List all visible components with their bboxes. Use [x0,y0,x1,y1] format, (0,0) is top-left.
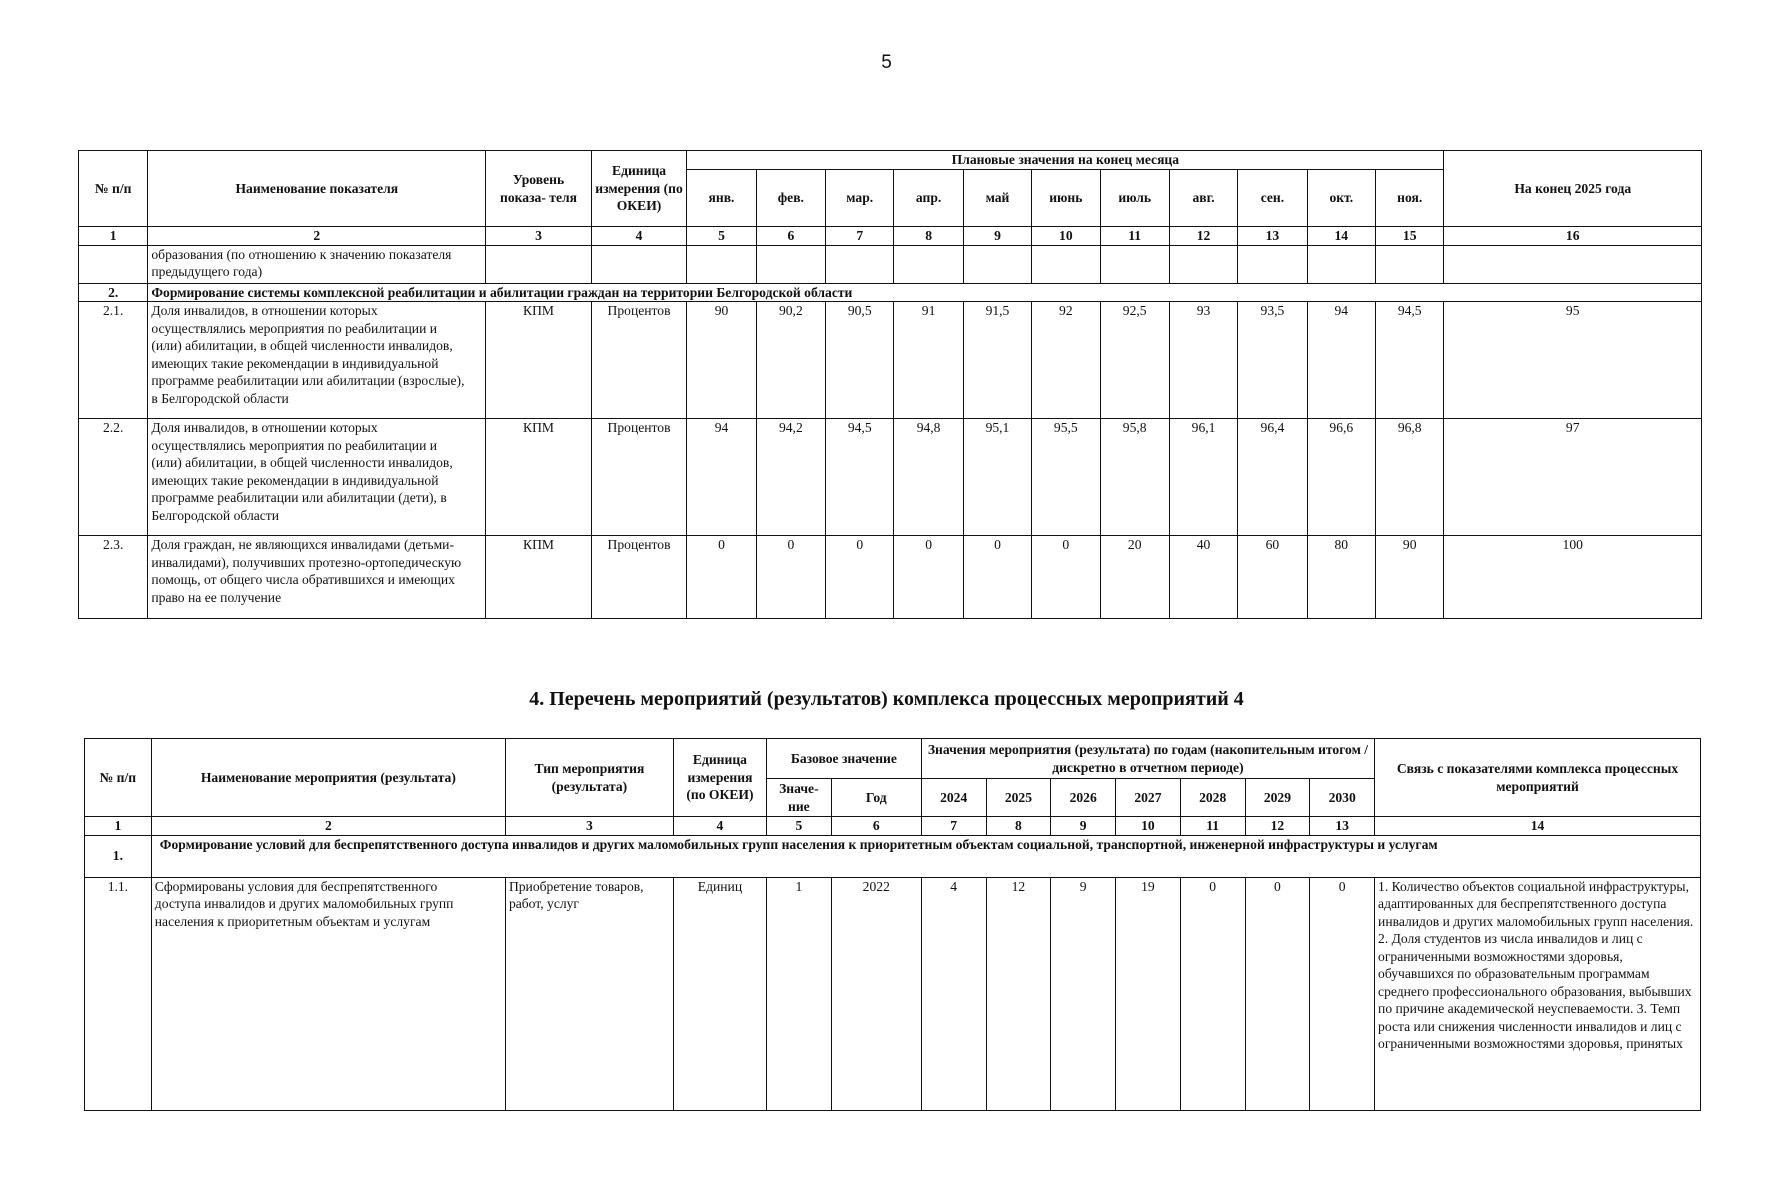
measures-table [84,738,1701,1111]
header-month: ноя. [1375,170,1443,227]
table-row [79,302,1702,419]
year-value: 19 [1116,877,1181,1110]
column-index: 4 [591,227,687,246]
linked-indicators: 1. Количество объектов социальной инфраструктуры, адаптированных для беспрепятственного доступа инвалидов и других маломобильных групп населения. 2. Доля студентов из числа инвалидов и лиц с ограниченными возможностями здоровья, обучавшихся по образовательным программам среднего профессионального образования, выбывших по причине академической неуспеваемости. 3. Темп роста или снижения численности инвалидов и лиц с ограниченными возможностями здоровья, принятых [1375,877,1701,1110]
empty-cell [486,245,592,283]
month-value: 92,5 [1100,302,1169,419]
month-value: 90 [687,302,756,419]
header-year: 2028 [1180,779,1245,817]
year-value: 12 [986,877,1051,1110]
row-num: 2.2. [79,419,148,536]
header-num: № п/п [79,151,148,227]
month-value: 94 [687,419,756,536]
column-index: 8 [986,817,1051,836]
month-value: 90,2 [756,302,825,419]
month-value: 60 [1238,536,1307,619]
column-index: 10 [1032,227,1100,246]
indicator-level: КПМ [486,419,592,536]
header-unit: Единица измерения (по ОКЕИ) [591,151,687,227]
header-unit: Единица измерения (по ОКЕИ) [673,739,766,817]
column-index: 13 [1310,817,1375,836]
indicator-name: Доля инвалидов, в отношении которых осуществлялись мероприятия по реабилитации и (или) абилитации, в общей численности инвалидов, имеющих такие рекомендации в индивидуальной программе реабилитации или абилитации (взрослые), в Белгородской области [148,302,486,419]
year-value: 0 [1180,877,1245,1110]
column-index: 9 [963,227,1031,246]
header-month: апр. [894,170,963,227]
month-value: 94,5 [1375,302,1443,419]
empty-cell [591,245,687,283]
month-value: 91,5 [963,302,1031,419]
header-year: 2026 [1051,779,1116,817]
month-value: 96,4 [1238,419,1307,536]
indicator-unit: Процентов [591,419,687,536]
column-index: 2 [148,227,486,246]
column-index: 16 [1444,227,1702,246]
month-value: 90 [1375,536,1443,619]
column-index: 8 [894,227,963,246]
year-value: 4 [921,877,986,1110]
page-number: 5 [881,52,892,73]
header-year: 2024 [921,779,986,817]
month-value: 0 [963,536,1031,619]
indicators-table [78,150,1702,619]
indicator-level: КПМ [486,302,592,419]
header-year: 2025 [986,779,1051,817]
indicator-unit: Процентов [591,536,687,619]
month-value: 0 [687,536,756,619]
month-value: 95,5 [1032,419,1100,536]
column-index: 15 [1375,227,1443,246]
continuation-text: образования (по отношению к значению показателя предыдущего года) [148,245,486,283]
section-num: 1. [85,835,152,877]
month-value: 93 [1169,302,1237,419]
column-index: 5 [687,227,756,246]
header-month: июнь [1032,170,1100,227]
month-value: 0 [826,536,894,619]
column-index: 7 [921,817,986,836]
column-index: 6 [756,227,825,246]
column-index: 3 [486,227,592,246]
column-index: 12 [1245,817,1310,836]
header-month: мар. [826,170,894,227]
header-num: № п/п [85,739,152,817]
base-value: 1 [767,877,832,1110]
header-month: июль [1100,170,1169,227]
section-4-title: 4. Перечень мероприятий (результатов) комплекса процессных мероприятий 4 [529,688,1244,710]
header-link: Связь с показателями комплекса процессных мероприятий [1375,739,1701,817]
month-value: 95,8 [1100,419,1169,536]
header-end-of-year: На конец 2025 года [1444,151,1702,227]
month-value: 96,6 [1307,419,1375,536]
end-value: 100 [1444,536,1702,619]
year-value: 0 [1245,877,1310,1110]
month-value: 80 [1307,536,1375,619]
column-index: 7 [826,227,894,246]
month-value: 94,8 [894,419,963,536]
column-index: 12 [1169,227,1237,246]
header-year: 2027 [1116,779,1181,817]
month-value: 96,8 [1375,419,1443,536]
header-month: сен. [1238,170,1307,227]
indicator-name: Доля граждан, не являющихся инвалидами (детьми-инвалидами), получивших протезно-ортопедическую помощь, от общего числа обратившихся и имеющих право на ее получение [148,536,486,619]
header-type: Тип мероприятия (результата) [505,739,673,817]
column-index: 1 [79,227,148,246]
month-value: 94,2 [756,419,825,536]
table-row [79,419,1702,536]
column-index: 13 [1238,227,1307,246]
row-num: 1.1. [85,877,152,1110]
column-index: 5 [767,817,832,836]
header-name: Наименование показателя [148,151,486,227]
column-index: 14 [1307,227,1375,246]
header-month: янв. [687,170,756,227]
column-index: 3 [505,817,673,836]
year-value: 9 [1051,877,1116,1110]
row-num: 2.3. [79,536,148,619]
base-year: 2022 [831,877,921,1110]
row-num: 2.1. [79,302,148,419]
section-title: Формирование системы комплексной реабилитации и абилитации граждан на территории Белгородской области [148,283,1702,302]
month-value: 96,1 [1169,419,1237,536]
column-index: 9 [1051,817,1116,836]
header-month: авг. [1169,170,1237,227]
column-index: 6 [831,817,921,836]
month-value: 40 [1169,536,1237,619]
header-month: окт. [1307,170,1375,227]
end-value: 97 [1444,419,1702,536]
month-value: 20 [1100,536,1169,619]
header-name: Наименование мероприятия (результата) [151,739,505,817]
indicator-level: КПМ [486,536,592,619]
header-level: Уровень показа- теля [486,151,592,227]
header-planned-values: Плановые значения на конец месяца [687,151,1444,170]
month-value: 0 [894,536,963,619]
section-num: 2. [79,283,148,302]
month-value: 92 [1032,302,1100,419]
month-value: 94 [1307,302,1375,419]
column-index: 10 [1116,817,1181,836]
column-index: 4 [673,817,766,836]
header-base-year: Год [831,779,921,817]
month-value: 95,1 [963,419,1031,536]
end-value: 95 [1444,302,1702,419]
header-base-value: Значе- ние [767,779,832,817]
measure-type: Приобретение товаров, работ, услуг [505,877,673,1110]
month-value: 91 [894,302,963,419]
table-row [79,536,1702,619]
year-value: 0 [1310,877,1375,1110]
empty-cell [79,245,148,283]
indicator-name: Доля инвалидов, в отношении которых осуществлялись мероприятия по реабилитации и (или) абилитации, в общей численности инвалидов, имеющих такие рекомендации в индивидуальной программе реабилитации или абилитации (дети), в Белгородской области [148,419,486,536]
month-value: 94,5 [826,419,894,536]
indicator-unit: Процентов [591,302,687,419]
month-value: 93,5 [1238,302,1307,419]
header-base: Базовое значение [767,739,922,779]
header-month: май [963,170,1031,227]
column-index: 1 [85,817,152,836]
header-year: 2029 [1245,779,1310,817]
header-year: 2030 [1310,779,1375,817]
measure-name: Сформированы условия для беспрепятственного доступа инвалидов и других маломобильных групп населения к приоритетным объектам и услугам [151,877,505,1110]
measure-unit: Единиц [673,877,766,1110]
header-month: фев. [756,170,825,227]
month-value: 90,5 [826,302,894,419]
column-index: 11 [1100,227,1169,246]
header-values-by-year: Значения мероприятия (результата) по годам (накопительным итогом / дискретно в отчетном периоде) [921,739,1374,779]
table-row [85,877,1701,1110]
column-index: 11 [1180,817,1245,836]
month-value: 0 [756,536,825,619]
column-index: 14 [1375,817,1701,836]
month-value: 0 [1032,536,1100,619]
column-index: 2 [151,817,505,836]
section-title: Формирование условий для беспрепятственного доступа инвалидов и других маломобильных групп населения к приоритетным объектам социальной, транспортной, инженерной инфраструктуры и услугам [151,835,1700,877]
